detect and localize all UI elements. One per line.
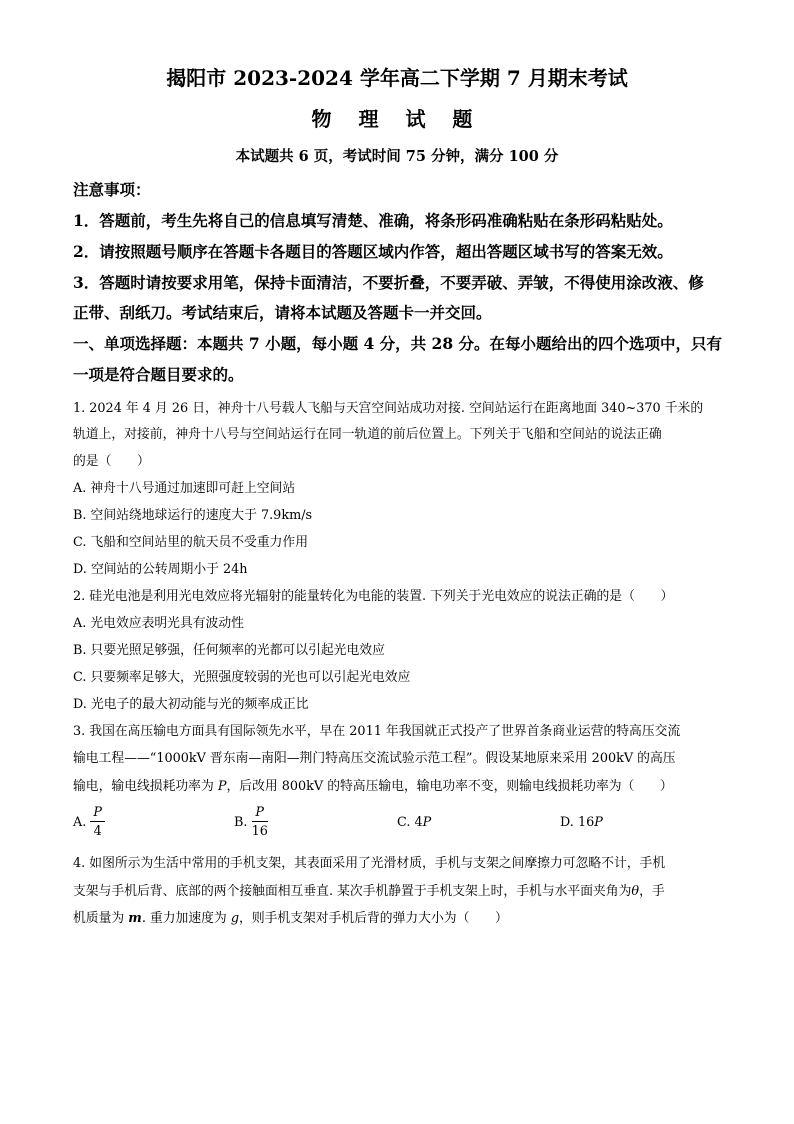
q1-stem-line-1: 1. 2024 年 4 月 26 日，神舟十八号载人飞船与天宫空间站成功对接. 空间站运行在距离地面 340~370 千米的 — [73, 401, 704, 416]
q4-var-g: g — [230, 911, 240, 926]
q4-stem-line-2-text-b: ，手 — [639, 884, 665, 899]
q4-var-theta: θ — [631, 884, 640, 899]
notes-heading: 注意事项： — [73, 180, 151, 199]
q4-stem-line-2 — [73, 880, 665, 899]
q4-stem-line-3-text-a: 机质量为 — [73, 911, 129, 926]
q3-option-c — [397, 815, 431, 830]
q3-option-c-label: C. 4 — [397, 815, 423, 830]
q3-stem-line-1: 3. 我国在高压输电方面具有国际领先水平，早在 2011 年我国就正式投产了世界首条商业运营的特高压交流 — [73, 724, 681, 739]
exam-title: 揭阳市 2023-2024 学年高二下学期 7 月期末考试 — [166, 66, 628, 90]
q3-option-d — [560, 815, 603, 830]
section-1-heading-line-1: 一、单项选择题：本题共 7 小题，每小题 4 分，共 28 分。在每小题给出的四个选项中，只有 — [73, 334, 723, 353]
q4-var-m: m — [128, 911, 142, 926]
q3-option-d-var: P — [594, 815, 603, 830]
q4-stem-line-3 — [73, 907, 508, 926]
q3-option-b-label: B. — [234, 815, 248, 830]
q2-stem: 2. 硅光电池是利用光电效应将光辐射的能量转化为电能的装置. 下列关于光电效应的说法正确的是（ ） — [73, 589, 674, 604]
subject-title: 物 理 试 题 — [311, 107, 483, 131]
q3-option-a-numerator: P — [90, 804, 105, 822]
q3-option-a-label: A. — [73, 815, 87, 830]
q1-option-d: D. 空间站的公转周期小于 24h — [73, 562, 248, 577]
q4-stem-line-1: 4. 如图所示为生活中常用的手机支架，其表面采用了光滑材质，手机与支架之间摩擦力可忽略不计，手机 — [73, 856, 666, 871]
q4-stem-line-2-text-a: 支架与手机后背、底部的两个接触面相互垂直. 某次手机静置于手机支架上时，手机与水平面夹角为 — [73, 884, 632, 899]
q1-stem-line-3: 的是（ ） — [73, 454, 150, 469]
note-item-3-line-2: 正带、刮纸刀。考试结束后，请将本试题及答题卡一并交回。 — [73, 303, 492, 322]
q3-option-b-numerator: P — [252, 804, 268, 822]
note-item-3-line-1: 3．答题时请按要求用笔，保持卡面清洁，不要折叠，不要弄破、弄皱，不得使用涂改液、修 — [73, 273, 704, 292]
q3-option-a-fraction — [90, 804, 105, 841]
q3-option-d-label: D. 16 — [560, 815, 595, 830]
q1-option-a: A. 神舟十八号通过加速即可赶上空间站 — [73, 481, 296, 496]
q3-option-c-var: P — [422, 815, 432, 830]
note-item-2: 2．请按照题号顺序在答题卡各题目的答题区域内作答，超出答题区域书写的答案无效。 — [73, 242, 673, 261]
note-item-1: 1．答题前，考生先将自己的信息填写清楚、准确，将条形码准确粘贴在条形码粘贴处。 — [73, 211, 673, 230]
q3-option-a — [73, 804, 105, 841]
q2-option-c: C. 只要频率足够大，光照强度较弱的光也可以引起光电效应 — [73, 670, 411, 685]
q3-option-b — [234, 804, 268, 841]
q1-option-b: B. 空间站绕地球运行的速度大于 7.9km/s — [73, 508, 313, 523]
q1-option-c: C. 飞船和空间站里的航天员不受重力作用 — [73, 535, 309, 550]
q2-option-d: D. 光电子的最大初动能与光的频率成正比 — [73, 697, 309, 712]
q2-option-a: A. 光电效应表明光具有波动性 — [73, 616, 244, 631]
q1-stem-line-2: 轨道上，对接前，神舟十八号与空间站运行在同一轨道的前后位置上。下列关于飞船和空间站的说法正确 — [73, 427, 662, 442]
exam-info: 本试题共 6 页，考试时间 75 分钟，满分 100 分 — [235, 148, 559, 165]
q2-option-b: B. 只要光照足够强，任何频率的光都可以引起光电效应 — [73, 643, 385, 658]
q3-option-b-denominator: 16 — [251, 824, 268, 839]
q3-stem-line-2: 输电工程——“1000kV 晋东南—南阳—荆门特高压交流试验示范工程”。假设某地原来采用 200kV 的高压 — [73, 751, 676, 766]
q3-var-p: P — [217, 779, 227, 794]
q4-stem-line-3-text-b: . 重力加速度为 — [141, 911, 231, 926]
q3-stem-line-3 — [73, 775, 673, 794]
q3-stem-line-3-text-a: 输电，输电线损耗功率为 — [73, 779, 218, 794]
q4-stem-line-3-text-c: ，则手机支架对手机后背的弹力大小为（ ） — [239, 911, 508, 926]
section-1-heading-line-2: 一项是符合题目要求的。 — [73, 365, 244, 384]
q3-option-b-fraction — [252, 804, 268, 841]
q3-stem-line-3-text-b: ，后改用 800kV 的特高压输电，输电功率不变，则输电线损耗功率为（ ） — [226, 779, 673, 794]
q3-option-a-denominator: 4 — [93, 824, 102, 839]
